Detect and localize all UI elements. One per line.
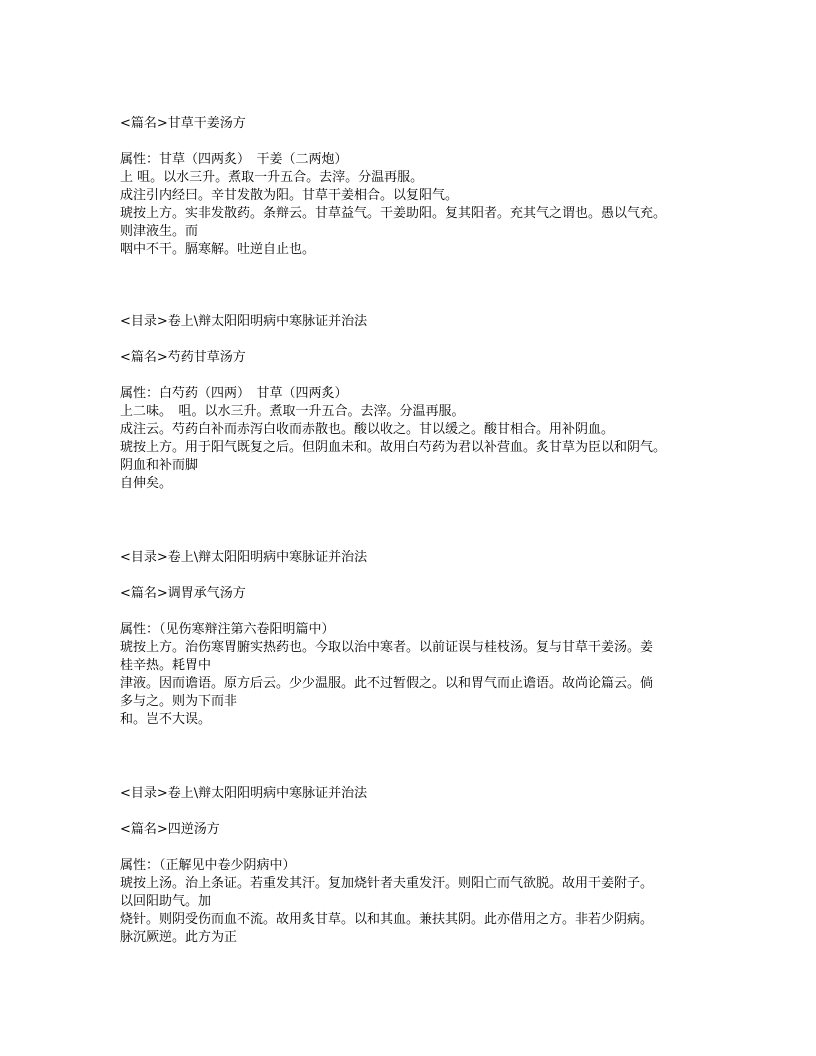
attribute-line: 属性：（见伤寒辩注第六卷阳明篇中） [120, 622, 335, 637]
catalog-line: <目录>卷上\辩太阳阳明病中寒脉证并治法 [120, 786, 368, 801]
text-line: 脉沉厥逆。此方为正 [120, 930, 238, 945]
attribute-line: 属性：白芍药（四两） 甘草（四两炙） [120, 386, 348, 401]
section-title: <篇名>甘草干姜汤方 [120, 116, 246, 131]
text-line: 上 咀。以水三升。煮取一升五合。去滓。分温再服。 [120, 170, 424, 185]
catalog-line: <目录>卷上\辩太阳阳明病中寒脉证并治法 [120, 550, 368, 565]
text-line: 成注引内经曰。辛甘发散为阳。甘草干姜相合。以复阳气。 [120, 188, 459, 203]
attribute-line: 属性：甘草（四两炙） 干姜（二两炮） [120, 152, 348, 167]
section-title: <篇名>调胃承气汤方 [120, 586, 246, 601]
text-line: 和。岂不大误。 [120, 712, 212, 727]
text-line: 咽中不干。膈寒解。吐逆自止也。 [120, 242, 316, 257]
text-line: 琥按上方。实非发散药。条辩云。甘草益气。干姜助阳。复其阳者。充其气之谓也。愚以气充。 [120, 206, 667, 221]
text-line: 自伸矣。 [120, 476, 173, 491]
text-line: 琥按上汤。治上条证。若重发其汗。复加烧针者夫重发汗。则阳亡而气欲脱。故用干姜附子。 [120, 876, 654, 891]
section-title: <篇名>四逆汤方 [120, 822, 220, 837]
text-line: 津液。因而谵语。原方后云。少少温服。此不过暂假之。以和胃气而止谵语。故尚论篇云。倘 [120, 676, 654, 691]
catalog-line: <目录>卷上\辩太阳阳明病中寒脉证并治法 [120, 314, 368, 329]
text-line: 以回阳助气。加 [120, 894, 212, 909]
text-line: 上二味。 咀。以水三升。煮取一升五合。去滓。分温再服。 [120, 404, 465, 419]
attribute-line: 属性：（正解见中卷少阴病中） [120, 858, 296, 873]
text-line: 多与之。则为下而非 [120, 694, 238, 709]
text-line: 成注云。芍药白补而赤泻白收而赤散也。酸以收之。甘以缓之。酸甘相合。用补阴血。 [120, 422, 615, 437]
text-line: 则津液生。而 [120, 224, 199, 239]
text-line: 阴血和补而脚 [120, 458, 199, 473]
section-title: <篇名>芍药甘草汤方 [120, 350, 246, 365]
text-line: 桂辛热。耗胃中 [120, 658, 212, 673]
text-line: 琥按上方。治伤寒胃腑实热药也。今取以治中寒者。以前证误与桂枝汤。复与甘草干姜汤。姜 [120, 640, 654, 655]
text-line: 烧针。则阴受伤而血不流。故用炙甘草。以和其血。兼扶其阴。此亦借用之方。非若少阴病。 [120, 912, 654, 927]
text-line: 琥按上方。用于阳气既复之后。但阴血未和。故用白芍药为君以补营血。炙甘草为臣以和阴气。 [120, 440, 667, 455]
